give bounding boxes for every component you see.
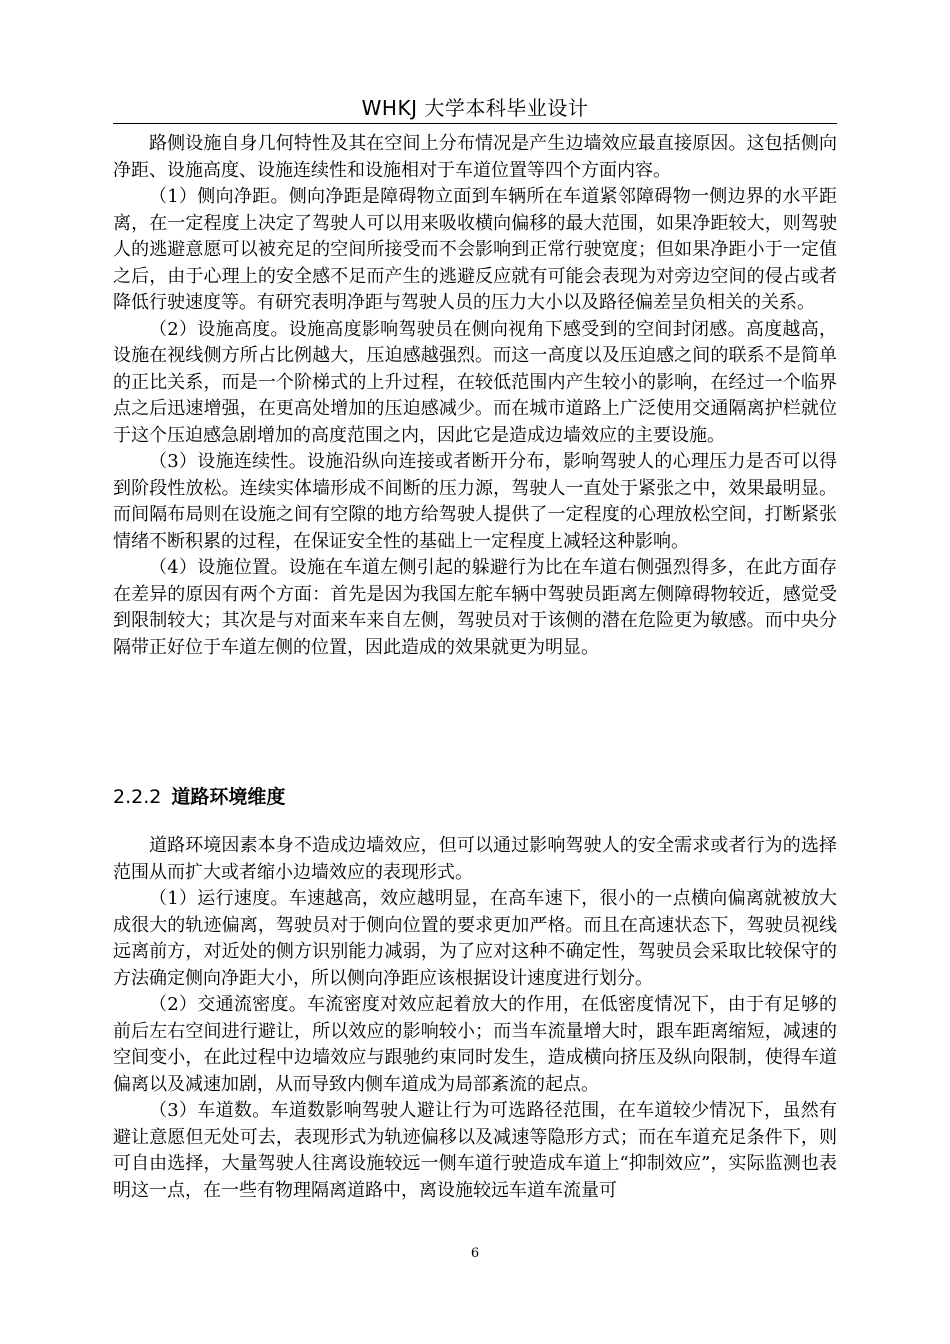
- paragraph-traffic-density: （2）交通流密度。车流密度对效应起着放大的作用，在低密度情况下，由于有足够的前后左右空间进行避让，所以效应的影响较小；而当车流量增大时，跟车距离缩短，减速的空间变小，在此过程中边墙效应与跟驰约束同时发生，造成横向挤压及纵向限制，使得车道偏离以及减速加剧，从而导致内侧车道成为局部紊流的起点。: [113, 994, 837, 1095]
- page-number: 6: [470, 1246, 480, 1261]
- section-facility-body: [113, 131, 837, 661]
- paragraph-operating-speed: （1）运行速度。车速越高，效应越明显，在高车速下，很小的一点横向偏离就被放大成很大的轨迹偏离，驾驶员对于侧向位置的要求更加严格。而且在高速状态下，驾驶员视线远离前方，对近处的侧方识别能力减弱，为了应对这种不确定性，驾驶员会采取比较保守的方法确定侧向净距大小，所以侧向净距应该根据设计速度进行划分。: [113, 888, 837, 989]
- paragraph-intro: 路侧设施自身几何特性及其在空间上分布情况是产生边墙效应最直接原因。这包括侧向净距、设施高度、设施连续性和设施相对于车道位置等四个方面内容。: [113, 133, 837, 181]
- paragraph-lateral-clearance: （1）侧向净距。侧向净距是障碍物立面到车辆所在车道紧邻障碍物一侧边界的水平距离，在一定程度上决定了驾驶人可以用来吸收横向偏移的最大范围，如果净距较大，则驾驶人的逃避意愿可以被充足的空间所接受而不会影响到正常行驶宽度；但如果净距小于一定值之后，由于心理上的安全感不足而产生的逃避反应就有可能会表现为对旁边空间的侵占或者降低行驶速度等。有研究表明净距与驾驶人员的压力大小以及路径偏差呈负相关的关系。: [113, 186, 837, 313]
- section-road-environment-body: [113, 833, 837, 1204]
- header-divider: [113, 123, 837, 124]
- paragraph-facility-continuity: （3）设施连续性。设施沿纵向连接或者断开分布，影响驾驶人的心理压力是否可以得到阶段性放松。连续实体墙形成不间断的压力源，驾驶人一直处于紧张之中，效果最明显。而间隔布局则在设施之间有空隙的地方给驾驶人提供了一定程度的心理放松空间，打断紧张情绪不断积累的过程，在保证安全性的基础上一定程度上减轻这种影响。: [113, 451, 837, 552]
- page-header-title: WHKJ 大学本科毕业设计: [361, 96, 589, 120]
- paragraph-environment-intro: 道路环境因素本身不造成边墙效应，但可以通过影响驾驶人的安全需求或者行为的选择范围从而扩大或者缩小边墙效应的表现形式。: [113, 835, 837, 883]
- paragraph-lane-count: （3）车道数。车道数影响驾驶人避让行为可选路径范围，在车道较少情况下，虽然有避让意愿但无处可去，表现形式为轨迹偏移以及减速等隐形方式；而在车道充足条件下，则可自由选择，大量驾驶人往离设施较远一侧车道行驶造成车道上“抑制效应”，实际监测也表明这一点，在一些有物理隔离道路中，离设施较远车道车流量可: [113, 1100, 837, 1201]
- paragraph-facility-height: （2）设施高度。设施高度影响驾驶员在侧向视角下感受到的空间封闭感。高度越高，设施在视线侧方所占比例越大，压迫感越强烈。而这一高度以及压迫感之间的联系不是简单的正比关系，而是一个阶梯式的上升过程，在较低范围内产生较小的影响，在经过一个临界点之后迅速增强，在更高处增加的压迫感减少。而在城市道路上广泛使用交通隔离护栏就位于这个压迫感急剧增加的高度范围之内，因此它是造成边墙效应的主要设施。: [113, 318, 837, 446]
- section-heading: [113, 784, 285, 810]
- section-heading-title: 道路环境维度: [171, 786, 286, 808]
- section-heading-number: 2.2.2: [113, 786, 162, 808]
- paragraph-facility-position: （4）设施位置。设施在车道左侧引起的躲避行为比在车道右侧强烈得多，在此方面存在差异的原因有两个方面：首先是因为我国左舵车辆中驾驶员距离左侧障碍物较近，感觉受到限制较大；其次是与对面来车来自左侧，驾驶员对于该侧的潜在危险更为敏感。而中央分隔带正好位于车道左侧的位置，因此造成的效果就更为明显。: [113, 557, 837, 658]
